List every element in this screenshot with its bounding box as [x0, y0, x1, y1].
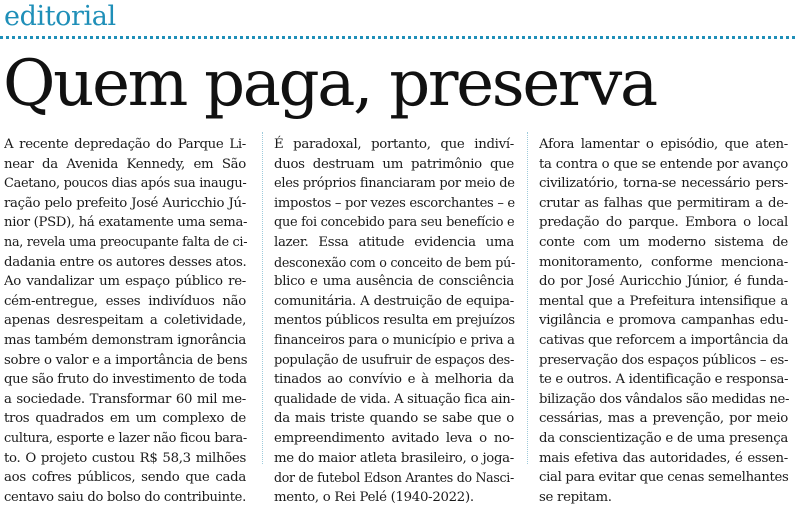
text-line: se repitam. — [539, 489, 612, 505]
text-line: Afora lamentar o episódio, que aten- — [539, 137, 788, 152]
text-line: centavo saiu do bolso do contribuinte. — [4, 489, 246, 505]
text-line: impostos – por vezes escorchantes – e — [274, 195, 515, 211]
text-line: aos cofres públicos, sendo que cada — [4, 470, 246, 486]
text-line: mento, o Rei Pelé (1940-2022). — [274, 489, 474, 505]
text-line: vigilância e promova campanhas edu- — [539, 313, 788, 329]
text-line: mais efetiva das autoridades, é essen- — [539, 450, 788, 466]
text-line: sobre o valor e a importância de bens — [4, 352, 247, 368]
text-line: que são fruto do investimento de toda — [4, 372, 247, 388]
text-line: lazer. Essa atitude evidencia uma — [274, 234, 514, 250]
text-line: A recente depredação do Parque Li- — [4, 137, 246, 152]
text-line: financeiros para o município e priva a — [274, 332, 515, 348]
text-line: bilização dos vândalos são medidas ne- — [539, 391, 789, 407]
text-line: ta contra o que se entende por avanço — [539, 156, 788, 172]
text-line: que foi concebido para seu benefício e — [274, 215, 515, 231]
text-line: te e outros. A identificação e responsa- — [539, 372, 789, 388]
text-line: dor de futebol Edson Arantes do Nasci- — [274, 470, 514, 486]
text-line: cessárias, mas a prevenção, por meio — [539, 411, 788, 427]
section-label: editorial — [4, 1, 116, 32]
text-line: É paradoxal, portanto, que indiví- — [274, 137, 514, 152]
headline: Quem paga, preserva — [3, 47, 656, 121]
text-line: qualidade de vida. A situação fica ain- — [274, 391, 515, 407]
text-line: da mais triste quando se sabe que o — [274, 411, 514, 427]
article-column-2 — [274, 135, 515, 507]
text-line: nior (PSD), há exatamente uma sema- — [4, 215, 247, 231]
text-line: a sociedade. Transformar 60 mil me- — [4, 391, 246, 407]
column-divider-1 — [262, 132, 263, 464]
text-line: near da Avenida Kennedy, em São — [4, 156, 246, 172]
article-column-3 — [539, 135, 789, 507]
text-line: monitoramento, conforme menciona- — [539, 254, 788, 270]
text-line: dadania entre os autores desses atos. — [4, 254, 247, 270]
text-line: da conscientização e de uma presença — [539, 430, 788, 446]
text-line: comunitária. A destruição de equipa- — [274, 293, 514, 309]
text-line: Ao vandalizar um espaço público re- — [4, 274, 246, 290]
text-line: população de usufruir de espaços des- — [274, 352, 514, 368]
text-line: civilizatório, torna-se necessário pers- — [539, 176, 788, 192]
text-line: cultura, esporte e lazer não ficou bara- — [4, 430, 247, 446]
text-line: cial para evitar que cenas semelhantes — [539, 470, 789, 486]
text-line: to. O projeto custou R$ 58,3 milhões — [4, 450, 246, 466]
text-line: eles próprios financiaram por meio de — [274, 176, 515, 192]
text-line: ração pelo prefeito José Auricchio Jú- — [4, 195, 246, 211]
text-line: conte com um moderno sistema de — [539, 234, 788, 250]
article-column-1 — [4, 135, 247, 507]
text-line: tros quadrados em um complexo de — [4, 411, 246, 427]
section-divider — [0, 36, 795, 39]
text-line: Caetano, poucos dias após sua inaugu- — [4, 176, 247, 192]
text-line: blico e uma ausência de consciência — [274, 274, 514, 290]
column-divider-2 — [527, 132, 528, 464]
text-line: mental que a Prefeitura intensifique a — [539, 293, 788, 309]
text-line: mentos públicos resulta em prejuízos — [274, 313, 515, 329]
text-line: preservação dos espaços públicos – es- — [539, 352, 789, 368]
text-line: tinados ao convívio e à melhoria da — [274, 372, 514, 388]
text-line: cativas que reforcem a importância da — [539, 332, 789, 348]
text-line: do por José Auricchio Júnior, é funda- — [539, 274, 788, 290]
text-line: na, revela uma preocupante falta de ci- — [4, 234, 247, 250]
text-line: desconexão com o conceito de bem pú- — [274, 254, 515, 270]
text-line: mas também demonstram ignorância — [4, 332, 246, 348]
text-line: predação do parque. Embora o local — [539, 215, 788, 231]
text-line: duos destruam um patrimônio que — [274, 156, 514, 172]
text-line: apenas desrespeitam a coletividade, — [4, 313, 246, 329]
text-line: crutar as falhas que permitiram a de- — [539, 195, 788, 211]
text-line: cém-entregue, esses indivíduos não — [4, 293, 246, 309]
text-line: empreendimento avitado leva o no- — [274, 430, 514, 446]
text-line: me do maior atleta brasileiro, o joga- — [274, 450, 514, 466]
